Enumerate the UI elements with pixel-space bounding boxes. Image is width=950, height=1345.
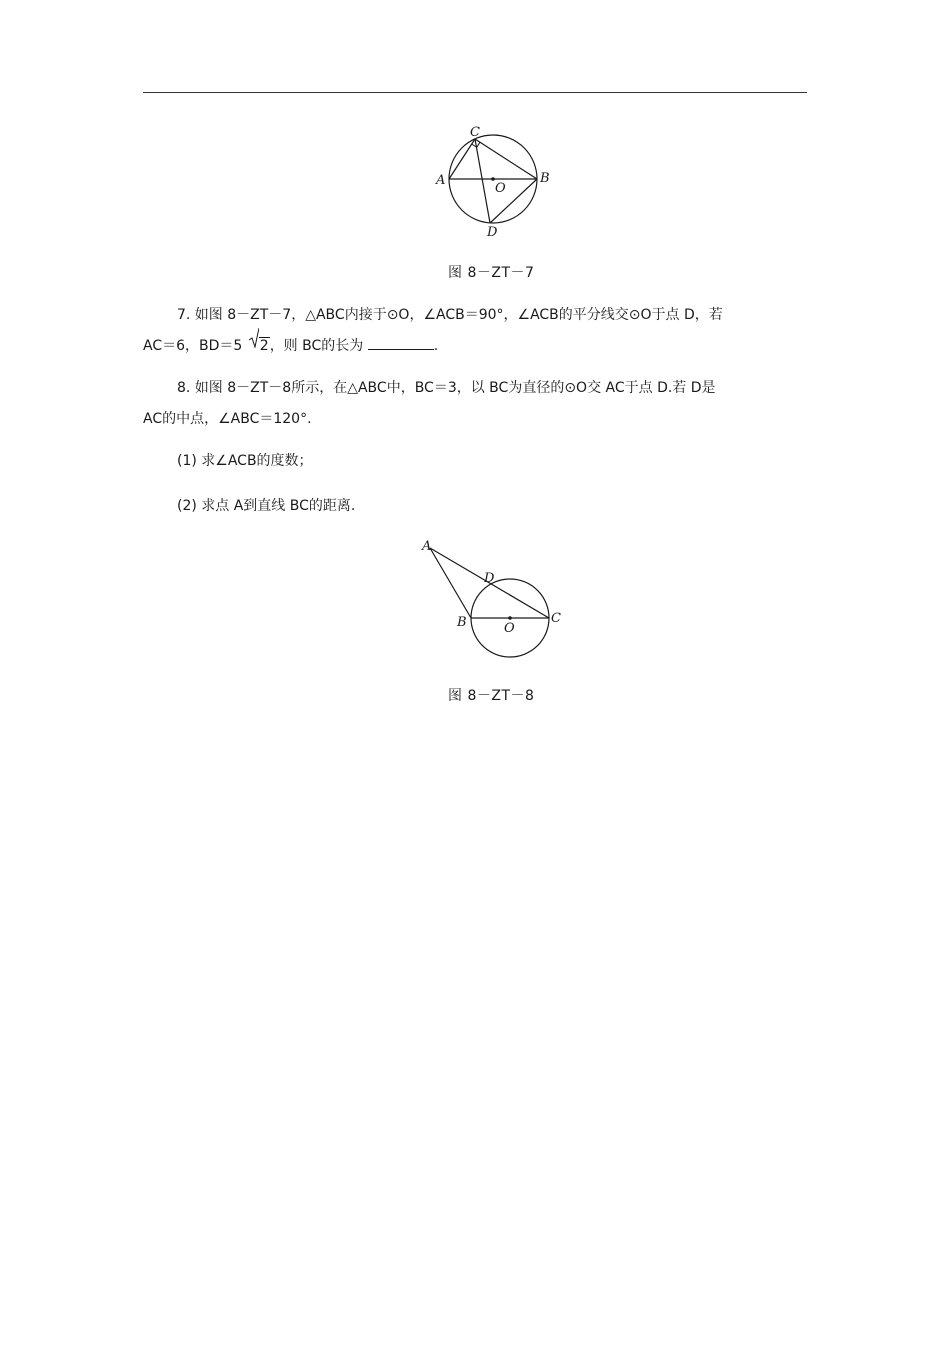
radical-sign-icon — [249, 328, 259, 348]
radicand: 2 — [259, 338, 269, 354]
label-c: C — [551, 611, 561, 626]
problem-7-period: . — [433, 338, 439, 354]
segment-ab — [430, 548, 471, 618]
circle-diagram-8 — [415, 538, 575, 663]
segment-ac — [449, 139, 475, 179]
label-b: B — [540, 171, 550, 186]
label-o: O — [495, 181, 506, 196]
problem-8-line-2: AC的中点，∠ABC＝120°. — [143, 411, 312, 427]
circle-diagram-7 — [430, 120, 560, 245]
problem-8-part-2: (2) 求点 A到直线 BC的距离. — [177, 498, 356, 514]
figure-7-caption: 图 8－ZT－7 — [448, 265, 535, 281]
sqrt-expression — [249, 331, 270, 362]
center-dot — [508, 616, 512, 620]
header-rule — [143, 92, 807, 93]
problem-7 — [143, 300, 807, 362]
segment-cd — [475, 139, 490, 223]
label-d: D — [484, 571, 495, 586]
problem-8 — [143, 373, 807, 435]
segment-cb — [475, 139, 537, 179]
problem-8-part-1: (1) 求∠ACB的度数； — [177, 453, 313, 469]
problem-7-question: ，则 BC的长为 — [269, 338, 364, 354]
problem-7-line-1: 7. 如图 8－ZT－7，△ABC内接于⊙O，∠ACB＝90°，∠ACB的平分线交⊙O于点 D，若 — [177, 307, 723, 323]
problem-7-line-2 — [143, 331, 807, 362]
figure-8-zt-8 — [415, 538, 575, 663]
problem-8-line-1: 8. 如图 8－ZT－8所示，在△ABC中，BC＝3，以 BC为直径的⊙O交 AC于点 D.若 D是 — [177, 380, 716, 396]
figure-8-caption: 图 8－ZT－8 — [448, 688, 535, 704]
answer-blank — [368, 335, 434, 350]
label-b: B — [457, 615, 467, 630]
label-d: D — [487, 225, 498, 240]
label-a: A — [422, 539, 432, 554]
label-c: C — [470, 125, 480, 140]
problem-7-given-values: AC＝6，BD＝5 — [143, 338, 243, 354]
figure-8-zt-7 — [430, 120, 560, 245]
label-a: A — [436, 173, 446, 188]
label-o: O — [504, 621, 515, 636]
